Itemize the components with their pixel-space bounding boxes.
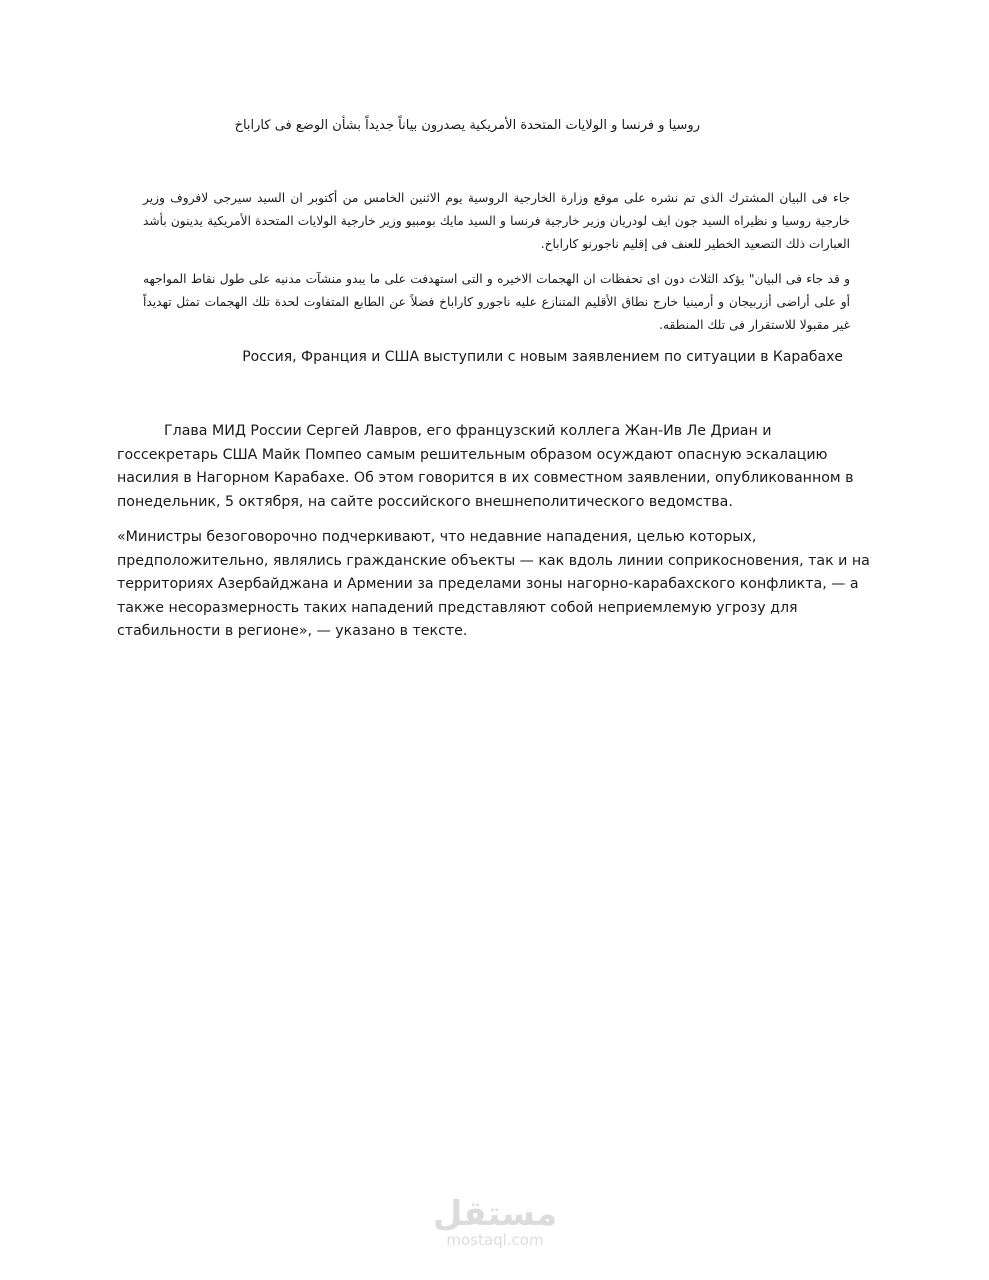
arabic-paragraph-2: و قد جاء فى البيان" يؤكد الثلاث دون اى تحفظات ان الهجمات الاخيره و التى استهدفت على ما يبدو منشآت مدنيه على طول نقاط المواجهه أو على أراضى أزربيجان و أرمينيا خارج نطاق الأقليم المتنازع عليه ناجورو كاراباخ فضلاً عن الطابع المتفاوت لحدة تلك الهجمات تمثل تهديداً غير مقبولا للاستقرار فى تلك المنطقه. xyxy=(143,272,850,332)
mostaql-watermark xyxy=(420,1196,570,1248)
watermark-url: mostaql.com xyxy=(446,1231,544,1249)
russian-paragraph-1: Глава МИД России Сергей Лавров, его французский коллега Жан-Ив Ле Дриан и госсекретарь США Майк Помпео самым решительным образом осуждают опасную эскалацию насилия в Нагорном Карабахе. Об этом говорится в их совместном заявлении, опубликованном в понедельник, 5 октября, на сайте российского внешнеполитического ведомства. xyxy=(117,423,854,510)
russian-title: Россия, Франция и США выступили с новым заявлением по ситуации в Карабахе xyxy=(242,349,843,365)
watermark-logo: مستقل xyxy=(432,1194,558,1234)
arabic-paragraph-1: جاء فى البيان المشترك الذى تم نشره على موقع وزارة الخارجية الروسية يوم الاثنين الخامس من أكتوبر ان السيد سيرجى لافروف وزير خارجية روسيا و نظيراه السيد جون ايف لودريان وزير خارجية فرنسا و السيد مايك بومبيو وزير خارجية الولايات المتحدة الأمريكية يدينون بأشد العبارات ذلك التصعيد الخطير للعنف فى إقليم ناجورنو كاراباخ. xyxy=(143,191,850,251)
russian-paragraph-2: «Министры безоговорочно подчеркивают, что недавние нападения, целью которых, предположительно, являлись гражданские объекты — как вдоль линии соприкосновения, так и на территориях Азербайджана и Армении за пределами зоны нагорно-карабахского конфликта, — а также несоразмерность таких нападений представляют собой неприемлемую угрозу для стабильности в регионе», — указано в тексте. xyxy=(117,529,870,639)
arabic-title: روسيا و فرنسا و الولايات المتحدة الأمريكية يصدرون بياناً جديداً بشأن الوضع فى كاراباخ xyxy=(234,118,700,133)
